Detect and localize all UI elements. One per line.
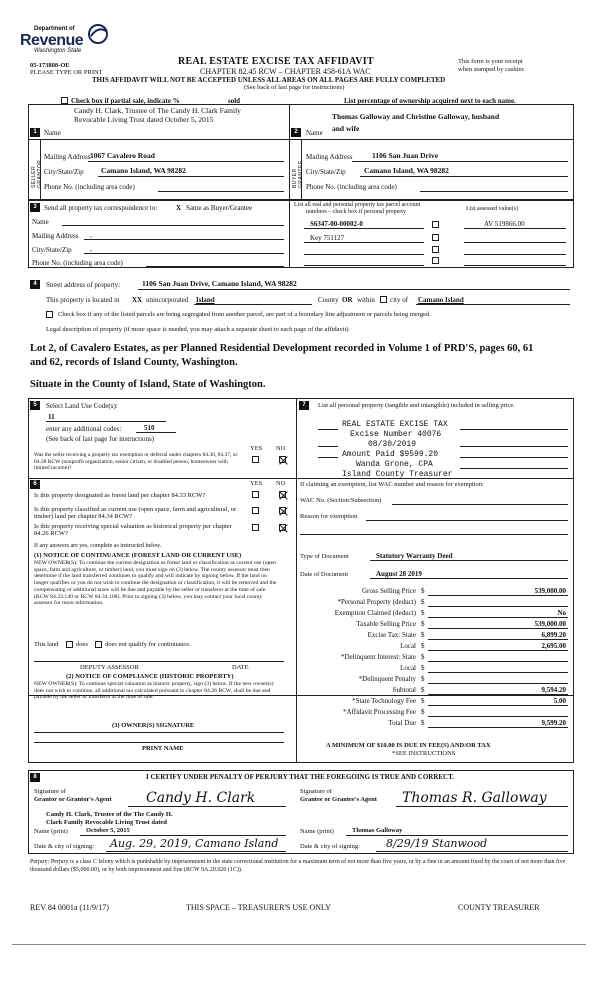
street-address: 1106 San Juan Drive, Camano Island, WA 98282 — [142, 279, 297, 288]
partial-sale-checkbox[interactable] — [61, 97, 68, 104]
personal-property-label: List all personal property (tangible and intangible) included in selling price. — [318, 402, 515, 409]
city-value: Camano Island — [418, 296, 464, 304]
correspondence-label: Send all property tax correspondence to: — [44, 204, 158, 212]
form-revision: REV 84 0001a (11/9/17) — [30, 903, 109, 912]
exempt-yes-checkbox[interactable] — [252, 456, 259, 463]
grantee-sig-label-1: Signature of — [300, 788, 332, 795]
tax-label: *Personal Property (deduct) — [337, 598, 416, 606]
additional-codes-label: enter any additional codes: — [46, 425, 122, 433]
tax-label: *Affidavit Processing Fee — [343, 708, 416, 716]
grantee-sig-label-2: Grantee or Grantee's Agent — [300, 796, 377, 803]
parcel-header-1: List all real and personal property tax parcel account — [294, 202, 421, 208]
personal-property-checkbox-1[interactable] — [432, 221, 439, 228]
partial-sale-label: Check box if partial sale, indicate % — [71, 97, 180, 105]
currency-sign: $ — [421, 598, 425, 606]
tax-label: Excise Tax: State — [367, 631, 416, 639]
segregation-note: Check box if any of the listed parcels are being segregated from another parcel, are part of a boundary line adjustment or parcels being merged. — [58, 311, 431, 318]
tax-value: 9,599.20 — [541, 719, 566, 727]
tax-label: *State Technology Fee — [352, 697, 416, 705]
legal-line-3: Situate in the County of Island, State of Washington. — [30, 379, 266, 390]
ownership-note: List percentage of ownership acquired next to each name. — [344, 97, 516, 105]
doc-type-label: Type of Document — [300, 553, 349, 560]
logo-sub: Washington State — [34, 48, 82, 54]
section-8-badge: 8 — [30, 773, 40, 782]
stamp-line-3: 08/30/2019 — [368, 440, 417, 449]
parcel-2: Key 751127 — [310, 234, 345, 242]
deputy-assessor-label: DEPUTY ASSESSOR — [80, 664, 139, 671]
deputy-date-label: DATE — [232, 664, 249, 671]
buyer-city[interactable]: Camano Island, WA 98282 — [364, 166, 449, 175]
notice-continuance-title: (1) NOTICE OF CONTINUANCE (FOREST LAND OR CURRENT USE) — [34, 552, 242, 559]
chapters: CHAPTER 82.45 RCW – CHAPTER 458-61A WAC — [200, 67, 371, 76]
seller-phone-label: Phone No. (including area code) — [44, 183, 135, 191]
grantee-date-city: 8/29/19 Stanwood — [386, 837, 488, 850]
legal-label: Legal description of property (if more space is needed, you may attach a separate sheet to each page of the affidavit) — [46, 326, 349, 333]
receipt-note-2: when stamped by cashier. — [458, 66, 525, 73]
perjury-warning: Perjury: Perjury is a class C felony which is punishable by imprisonment in the state correctional institution for a maximum term of not more than five years, or by a fine in an amount fixed by the court of not more than five thousand dollars ($5,000.00), or by both imprisonment and fine (RCW 9A.20.020 (1C)). — [30, 859, 566, 873]
grantor-print-2: Clark Family Revocable Living Trust dated — [46, 819, 167, 826]
see-instructions: *SEE INSTRUCTIONS — [392, 750, 456, 757]
owner-signature-label: (3) OWNER(S) SIGNATURE — [112, 722, 195, 729]
this-land-label: This land — [34, 641, 59, 648]
historic-question: Is this property receiving special valuation as historical property per chapter 84.26 RCW? — [34, 523, 232, 538]
forest-no-checkbox[interactable] — [279, 491, 286, 498]
if-yes-note: If any answers are yes, complete as instructed below. — [34, 543, 162, 549]
corr-address-label: Mailing Address — [32, 232, 79, 240]
forest-yes-checkbox[interactable] — [252, 491, 259, 498]
currency-sign: $ — [421, 664, 425, 672]
stamp-line-2: Excise Number 40076 — [350, 430, 442, 439]
exemption-question: Was the seller receiving a property tax exemption or deferral under chapters 84.36, 84.37, or 84.38 RCW (nonprofit organization, senior citizen, or disabled person, homeowner with limited income)? — [34, 452, 238, 472]
corr-city-value: , — [90, 245, 92, 253]
tax-label: Gross Selling Price — [361, 587, 416, 595]
assessed-1: AV 519866.00 — [484, 220, 525, 228]
tax-label: Exemption Claimed (deduct) — [334, 609, 416, 617]
additional-code: 510 — [144, 424, 155, 432]
currency-sign: $ — [421, 587, 425, 595]
reason-label: Reason for exemption — [300, 513, 358, 520]
no-header-6: NO — [276, 480, 286, 487]
treasurer-space: THIS SPACE – TREASURER'S USE ONLY — [186, 903, 331, 912]
current-use-yes-checkbox[interactable] — [252, 507, 259, 514]
grantor-print-1: Candy H. Clark, Trustee of the The Candy H. — [46, 811, 173, 818]
minimum-due-note: A MINIMUM OF $10.00 IS DUE IN FEE(S) AND/OR TAX — [326, 742, 491, 749]
grantee-name-label: Name (print) — [300, 828, 334, 835]
seller-name-line2: Revocable Living Trust dated October 5, 2015 — [74, 115, 214, 124]
tax-label: *Delinquent Penalty — [358, 675, 416, 683]
personal-property-checkbox-2[interactable] — [432, 234, 439, 241]
see-back-note: (See back of last page for instructions) — [244, 84, 345, 91]
buyer-city-label: City/State/Zip — [306, 168, 346, 176]
completion-warning: THIS AFFIDAVIT WILL NOT BE ACCEPTED UNLESS ALL AREAS ON ALL PAGES ARE FULLY COMPLETED — [92, 76, 446, 84]
grantor-sig-label-1: Signature of — [34, 788, 66, 795]
buyer-name-line2: and wife — [332, 124, 360, 133]
county-treasurer: COUNTY TREASURER — [458, 903, 540, 912]
does-label: does — [76, 641, 88, 648]
form-title: REAL ESTATE EXCISE TAX AFFIDAVIT — [178, 56, 374, 67]
does-not-label: does not qualify for continuance. — [105, 641, 191, 648]
tax-value: No — [557, 609, 566, 617]
buyer-address-label: Mailing Address — [306, 153, 353, 161]
seller-address-label: Mailing Address — [44, 153, 91, 161]
tax-label: *Delinquent Interest: State — [340, 653, 416, 661]
doc-date-label: Date of Document — [300, 571, 349, 578]
section-3-badge: 3 — [30, 203, 40, 212]
grantee-date-label: Date & city of signing: — [300, 843, 360, 850]
parcel-header-2: numbers – check box if personal property — [306, 209, 406, 215]
stamp-line-4: Amount Paid $9599.20 — [342, 450, 439, 459]
section-7-badge: 7 — [299, 401, 309, 410]
currency-sign: $ — [421, 653, 425, 661]
seller-name-line1: Candy H. Clark, Trustee of The Candy H. Clark Family — [74, 106, 241, 115]
tax-value: 5.00 — [553, 697, 566, 705]
land-use-label: Select Land Use Code(s): — [46, 402, 118, 410]
tax-label: Total Due — [388, 719, 416, 727]
buyer-name-label: Name — [306, 129, 323, 137]
assessed-header: List assessed value(s) — [466, 206, 518, 212]
does-checkbox[interactable] — [66, 641, 73, 648]
logo-swoosh-icon — [86, 22, 110, 46]
current-use-question: Is this property classified as current use (open space, farm and agricultural, or timber) land per chapter 84.34 RCW? — [34, 506, 237, 521]
tax-value: 539,000.00 — [534, 620, 566, 628]
tax-value: 539,000.00 — [534, 587, 566, 595]
notice-compliance-text: NEW OWNER(S): To continue special valuation as historic property, sign (3) below. If the new owner(s) does not wish to continue, all additional tax calculated pursuant to chapter 84.26 RCW, shall be due and payable by the seller or transferor at the time of sale. — [34, 681, 274, 701]
wac-label: WAC No. (Section/Subsection) — [300, 497, 382, 504]
legal-line-2: and 62, records of Island County, Washington. — [30, 357, 238, 368]
street-label: Street address of property: — [46, 281, 121, 289]
seller-name-label: Name — [44, 129, 61, 137]
segregation-checkbox[interactable] — [46, 311, 53, 318]
section-2-badge: 2 — [291, 128, 301, 137]
personal-property-checkbox-3[interactable] — [432, 246, 439, 253]
yes-header-5: YES — [250, 445, 263, 452]
tax-label: Local — [400, 664, 416, 672]
stamp-line-5: Wanda Grone, CPA — [356, 460, 433, 469]
grantor-print-3: October 5, 2015 — [86, 827, 130, 834]
tax-value: 2,695.00 — [541, 642, 566, 650]
currency-sign: $ — [421, 620, 425, 628]
grantor-date-city: Aug. 29, 2019, Camano Island — [110, 837, 279, 850]
corr-phone-label: Phone No. (including area code) — [32, 259, 123, 267]
certify-statement: I CERTIFY UNDER PENALTY OF PERJURY THAT THE FOREGOING IS TRUE AND CORRECT. — [146, 773, 455, 781]
located-mark[interactable]: XX — [132, 296, 143, 304]
currency-sign: $ — [421, 697, 425, 705]
corr-address-value: , — [90, 231, 92, 239]
currency-sign: $ — [421, 686, 425, 694]
seller-city-label: City/State/Zip — [44, 168, 84, 176]
tax-label: Taxable Selling Price — [356, 620, 416, 628]
tax-label: Local — [400, 642, 416, 650]
legal-line-1: Lot 2, of Cavalero Estates, as per Planned Residential Development recorded in Volume 1 of PRD'S, pages 60, 61 — [30, 343, 534, 354]
currency-sign: $ — [421, 631, 425, 639]
land-use-code: 11 — [48, 413, 55, 421]
section-1-badge: 1 — [30, 128, 40, 137]
stamp-line-1: REAL ESTATE EXCISE TAX — [342, 420, 448, 429]
doc-date-value: August 28 2019 — [376, 570, 422, 578]
county-value: Island — [196, 296, 215, 304]
within-label: within — [357, 296, 375, 304]
corr-city-label: City/State/Zip — [32, 246, 72, 254]
stamp-line-6: Island County Treasurer — [342, 470, 453, 479]
currency-sign: $ — [421, 642, 425, 650]
correspondence-mark[interactable]: X — [176, 204, 182, 212]
notice-compliance-title: (2) NOTICE OF COMPLIANCE (HISTORIC PROPERTY) — [66, 673, 234, 680]
grantor-signature: Candy H. Clark — [146, 790, 256, 806]
section-5-badge: 5 — [30, 401, 40, 410]
notice-continuance-text: NEW OWNER(S): To continue the current designation as forest land or classification as current use (open space, farm and agriculture, or timber) land, you must sign on (3) below. The county assessor must then determine if the land transferred continues to qualify and will indicate by signing below. If the land no longer qualifies or you do not wish to continue the designation or classification, it will be removed and the compensating or additional taxes will be due and payable by the seller or transferor at the time of sale. (RCW 84.33.140 or RCW 84.34.108). Prior to signing (3) below, you may contact your local county assessor for more information. — [34, 560, 277, 607]
historic-no-checkbox[interactable] — [279, 524, 286, 531]
tax-value: 6,899.20 — [541, 631, 566, 639]
doc-type-value: Statutory Warranty Deed — [376, 552, 453, 560]
currency-sign: $ — [421, 719, 425, 727]
tax-label: Subtotal — [392, 686, 416, 694]
form-code: 05-173808-OE — [30, 62, 70, 69]
currency-sign: $ — [421, 708, 425, 716]
exempt-no-checkbox[interactable] — [279, 456, 286, 463]
same-as-buyer: Same as Buyer/Grantee — [186, 204, 253, 212]
grantee-signature: Thomas R. Galloway — [402, 790, 547, 806]
parcel-1: S6347-00-00002-0 — [310, 220, 363, 228]
buyer-side-label: BUYER GRANTEE — [292, 160, 304, 188]
no-header-5: NO — [276, 445, 286, 452]
seller-city[interactable]: Camano Island, WA 98282 — [101, 166, 186, 175]
currency-sign: $ — [421, 675, 425, 683]
located-label: This property is located in — [46, 296, 120, 304]
print-name-label: PRINT NAME — [142, 745, 184, 752]
grantor-date-label: Date & city of signing: — [34, 843, 94, 850]
grantor-name-label: Name (print) — [34, 828, 68, 835]
print-note: PLEASE TYPE OR PRINT — [30, 69, 103, 76]
land-use-see-back: (See back of last page for instructions) — [46, 435, 155, 443]
seller-side-label: SELLER GRANTOR — [31, 159, 43, 188]
logo-top: Department of — [34, 26, 75, 32]
historic-yes-checkbox[interactable] — [252, 524, 259, 531]
city-of-label: city of — [390, 296, 409, 304]
tax-value: 9,594.20 — [541, 686, 566, 694]
or-label: OR — [342, 296, 353, 304]
buyer-phone-label: Phone No. (including area code) — [306, 183, 397, 191]
city-checkbox[interactable] — [380, 296, 387, 303]
does-not-checkbox[interactable] — [95, 641, 102, 648]
receipt-note-1: This form is your receipt — [458, 58, 523, 65]
section-6-badge: 6 — [30, 480, 40, 489]
grantee-print: Thomas Galloway — [352, 827, 403, 834]
personal-property-checkbox-4[interactable] — [432, 257, 439, 264]
buyer-address[interactable]: 1106 San Juan Drive — [372, 151, 439, 160]
currency-sign: $ — [421, 609, 425, 617]
exemption-claim-label: If claiming an exemption, list WAC number and reason for exemption: — [300, 481, 484, 488]
sold-label: sold — [228, 97, 241, 105]
corr-name-label: Name — [32, 218, 49, 226]
county-label: County — [318, 296, 339, 304]
unincorporated-label: unincorporated — [146, 296, 189, 304]
section-4-badge: 4 — [30, 280, 40, 289]
forest-question: Is this property designated as forest land per chapter 84.33 RCW? — [34, 492, 206, 499]
logo-main: Revenue — [20, 32, 84, 49]
yes-header-6: YES — [250, 480, 263, 487]
seller-address[interactable]: 1067 Cavalero Road — [90, 151, 155, 160]
grantor-sig-label-2: Grantor or Grantor's Agent — [34, 796, 112, 803]
buyer-name-line1: Thomas Galloway and Christine Galloway, husband — [332, 112, 500, 121]
current-use-no-checkbox[interactable] — [279, 507, 286, 514]
